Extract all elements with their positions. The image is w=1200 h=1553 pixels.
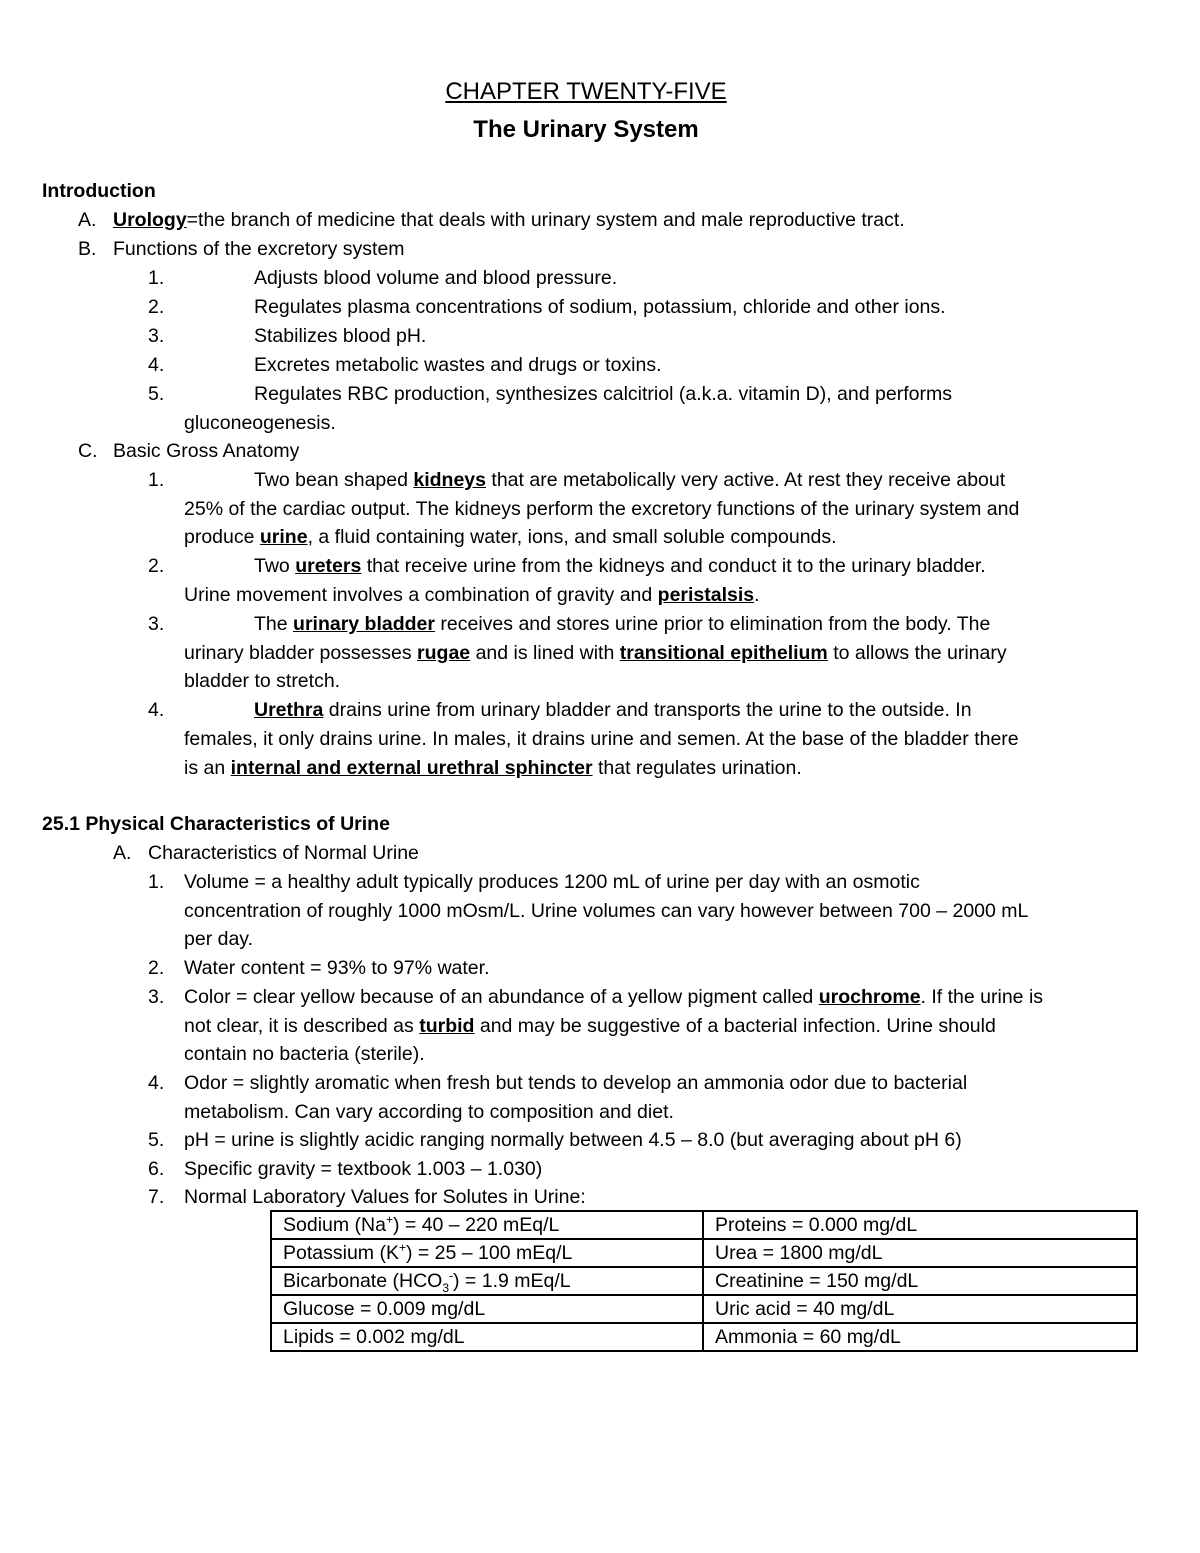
intro-item-c	[78, 437, 299, 466]
list-item: 4. Excretes metabolic wastes and drugs or toxins.	[148, 354, 662, 376]
table-cell: Uric acid = 40 mg/dL	[703, 1295, 1137, 1323]
key-term: turbid	[419, 1015, 475, 1037]
list-item: 2. Regulates plasma concentrations of sodium, potassium, chloride and other ions.	[148, 296, 946, 318]
key-term: peristalsis	[657, 584, 755, 606]
list-item: 4. Odor = slightly aromatic when fresh but tends to develop an ammonia odor due to bacterial	[148, 1072, 968, 1094]
list-item-continuation: urinary bladder possesses rugae and is lined with transitional epithelium to allows the urinary	[184, 642, 1007, 664]
list-item-continuation: produce urine, a fluid containing water, ions, and small soluble compounds.	[184, 526, 837, 548]
key-term: internal and external urethral sphincter	[230, 757, 593, 779]
item-text: =the branch of medicine that deals with urinary system and male reproductive tract.	[186, 209, 905, 231]
item-text: Characteristics of Normal Urine	[148, 842, 419, 864]
list-item-continuation: gluconeogenesis.	[184, 412, 336, 434]
key-term: ureters	[295, 555, 362, 577]
list-label: B.	[78, 238, 97, 260]
table-row	[271, 1267, 1137, 1295]
table-row	[271, 1211, 1137, 1239]
table-cell: Proteins = 0.000 mg/dL	[703, 1211, 1137, 1239]
list-item-continuation: bladder to stretch.	[184, 670, 341, 692]
list-item: 1. Two bean shaped kidneys that are metabolically very active. At rest they receive about	[148, 469, 1006, 491]
list-item-continuation: is an internal and external urethral sphincter that regulates urination.	[184, 757, 802, 779]
list-item: 3. The urinary bladder receives and stores urine prior to elimination from the body. The	[148, 613, 991, 635]
key-term: rugae	[417, 642, 471, 664]
list-item-continuation: 25% of the cardiac output. The kidneys perform the excretory functions of the urinary system and	[184, 498, 1020, 520]
list-item: 2. Water content = 93% to 97% water.	[148, 957, 490, 979]
table-row	[271, 1323, 1137, 1351]
key-term: Urethra	[254, 699, 324, 721]
intro-item-b	[78, 235, 405, 264]
list-item-continuation: Urine movement involves a combination of gravity and peristalsis.	[184, 584, 760, 606]
list-item-continuation: metabolism. Can vary according to composition and diet.	[184, 1101, 674, 1123]
intro-item-a	[78, 206, 905, 235]
list-item-continuation: concentration of roughly 1000 mOsm/L. Urine volumes can vary however between 700 – 2000 mL	[184, 900, 1029, 922]
table-cell: Glucose = 0.009 mg/dL	[271, 1295, 703, 1323]
section-heading-25-1: 25.1 Physical Characteristics of Urine	[42, 813, 390, 835]
section-item-a	[113, 839, 419, 868]
list-item: 4. Urethra drains urine from urinary bladder and transports the urine to the outside. In	[148, 699, 972, 721]
table-row	[271, 1295, 1137, 1323]
table-cell: Ammonia = 60 mg/dL	[703, 1323, 1137, 1351]
list-item: 1. Volume = a healthy adult typically produces 1200 mL of urine per day with an osmotic	[148, 871, 920, 893]
list-item: 7. Normal Laboratory Values for Solutes in Urine:	[148, 1186, 586, 1208]
table-cell: Bicarbonate $(HCO_3^-) = 1.9$ mEq/L	[271, 1267, 703, 1295]
list-item: 6. Specific gravity = textbook 1.003 – 1.030)	[148, 1158, 543, 1180]
key-term: transitional epithelium	[619, 642, 828, 664]
list-item-continuation: females, it only drains urine. In males, it drains urine and semen. At the base of the bladder there	[184, 728, 1019, 750]
key-term: Urology	[113, 209, 187, 231]
table-row	[271, 1239, 1137, 1267]
list-item-continuation: not clear, it is described as turbid and may be suggestive of a bacterial infection. Urine should	[184, 1015, 996, 1037]
table-cell: Lipids = 0.002 mg/dL	[271, 1323, 703, 1351]
list-item: 5. pH = urine is slightly acidic ranging normally between 4.5 – 8.0 (but averaging about pH 6)	[148, 1129, 962, 1151]
list-item: 3. Stabilizes blood pH.	[148, 325, 427, 347]
key-term: kidneys	[413, 469, 486, 491]
section-heading-introduction: Introduction	[42, 180, 156, 202]
list-label: A.	[113, 842, 132, 864]
list-item: 2. Two ureters that receive urine from the kidneys and conduct it to the urinary bladder.	[148, 555, 986, 577]
table-cell: Urea = 1800 mg/dL	[703, 1239, 1137, 1267]
list-item-continuation: contain no bacteria (sterile).	[184, 1043, 425, 1065]
key-term: urinary bladder	[293, 613, 435, 635]
item-text: Functions of the excretory system	[113, 238, 405, 260]
table-cell: Potassium (K+) = 25 – 100 mEq/L	[271, 1239, 703, 1267]
list-item: 3. Color = clear yellow because of an abundance of a yellow pigment called urochrome. If the urine is	[148, 986, 1044, 1008]
list-item-continuation: per day.	[184, 928, 254, 950]
item-text: Basic Gross Anatomy	[113, 440, 300, 462]
key-term: urine	[259, 526, 308, 548]
solutes-table	[270, 1210, 1138, 1352]
list-label: A.	[78, 209, 97, 231]
list-item: 5. Regulates RBC production, synthesizes calcitriol (a.k.a. vitamin D), and performs	[148, 383, 952, 405]
table-cell: Sodium (Na+) = 40 – 220 mEq/L	[271, 1211, 703, 1239]
chapter-title: The Urinary System	[473, 116, 699, 143]
chapter-heading: CHAPTER TWENTY-FIVE	[445, 78, 727, 105]
key-term: urochrome	[818, 986, 921, 1008]
list-label: C.	[78, 440, 98, 462]
list-item: 1. Adjusts blood volume and blood pressure.	[148, 267, 618, 289]
table-cell: Creatinine = 150 mg/dL	[703, 1267, 1137, 1295]
